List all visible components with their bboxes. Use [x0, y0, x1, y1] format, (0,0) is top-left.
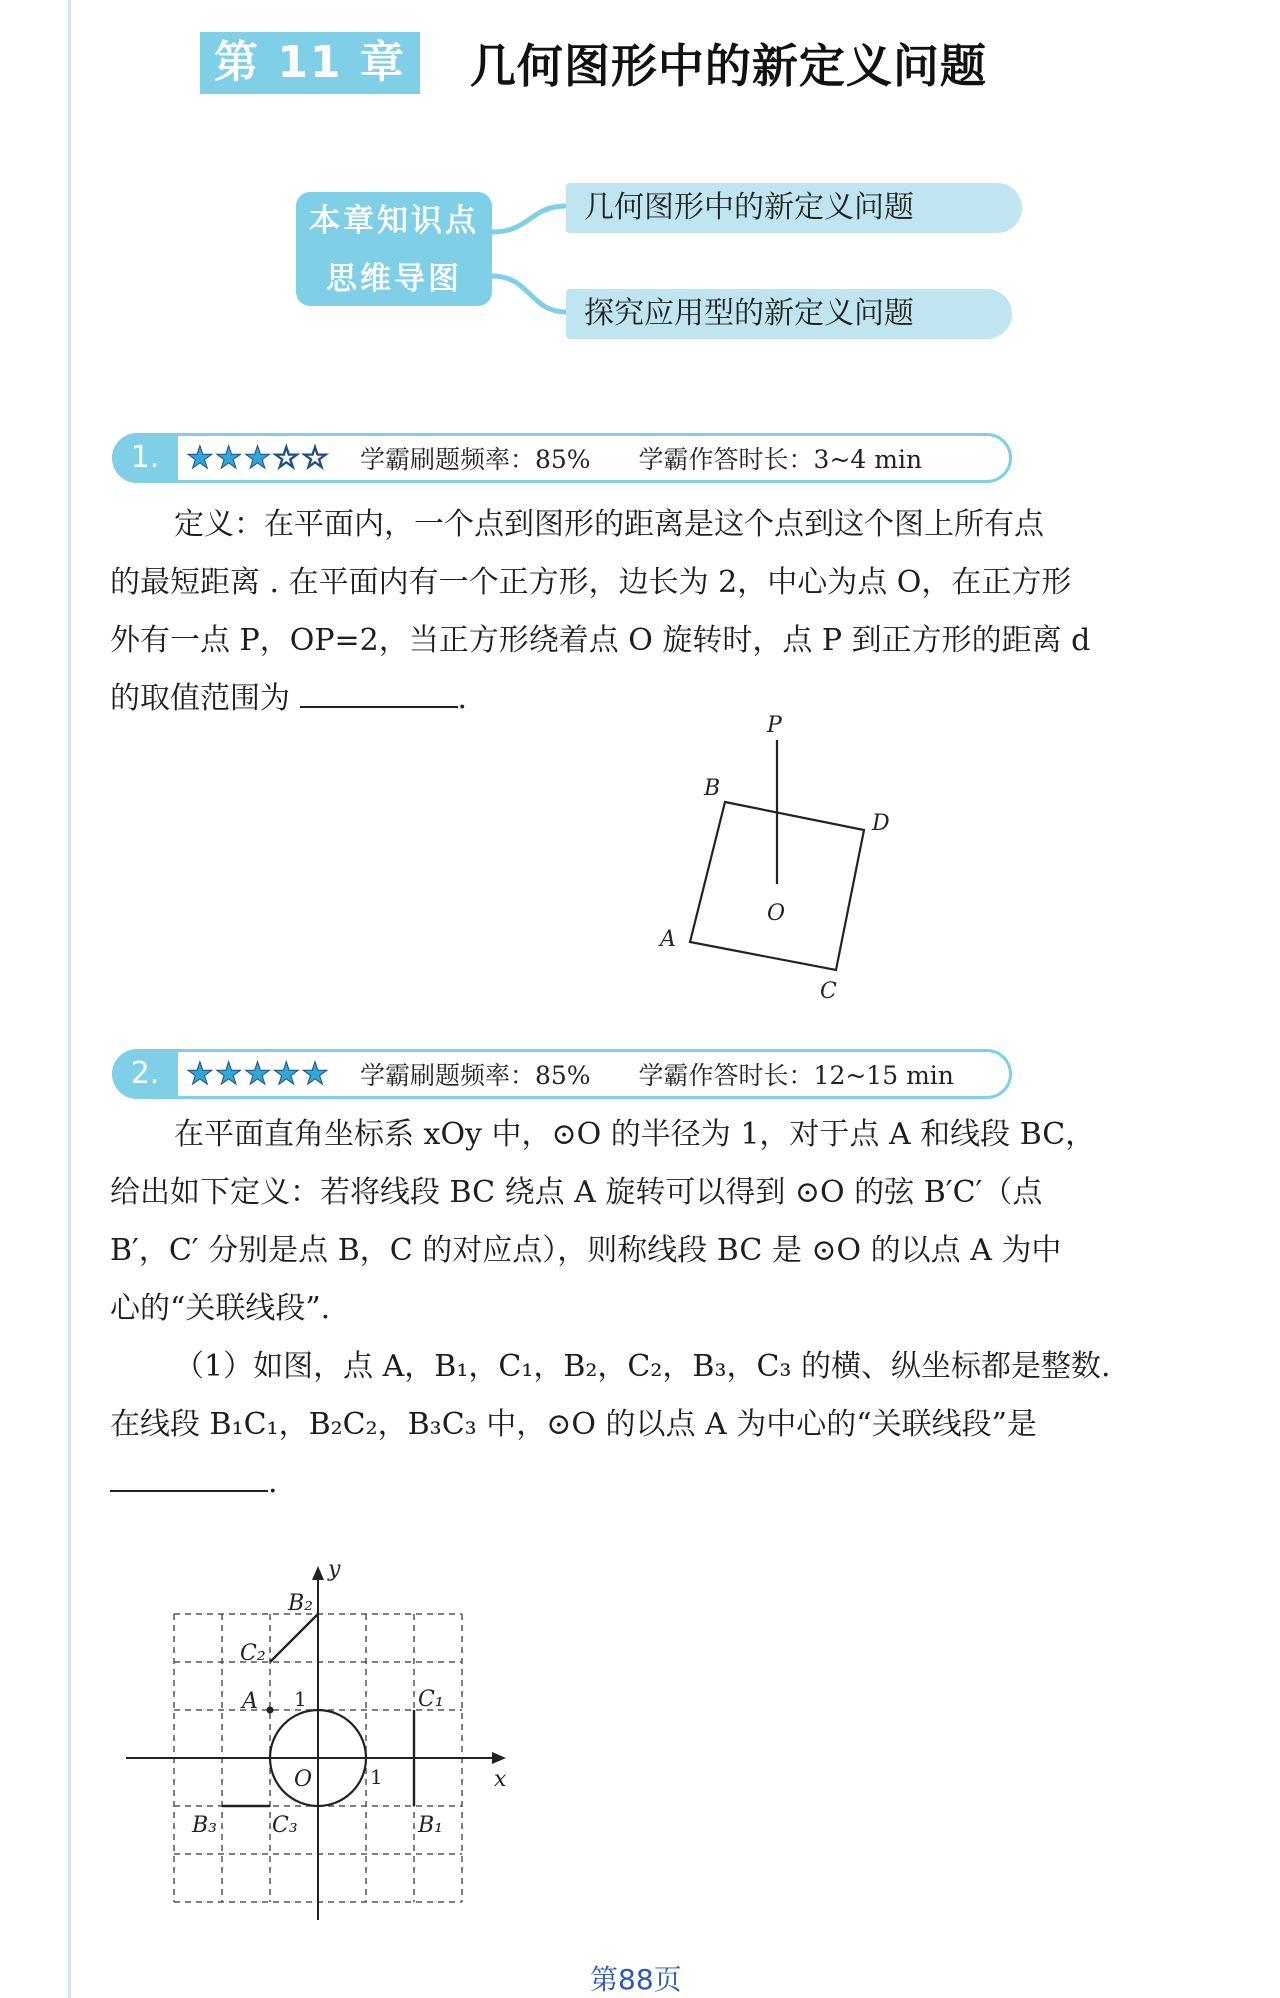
question-1-text [110, 496, 1150, 728]
segment-b2c2 [270, 1614, 318, 1662]
q1-line-4-text: 的取值范围为 [110, 681, 290, 716]
mindmap-branch-2: 探究应用型的新定义问题 [566, 289, 1012, 339]
question-2-frequency: 学霸刷题频率：85% [359, 1061, 591, 1090]
q2-sub1-line-1: （1）如图，点 A，B₁，C₁，B₂，C₂，B₃，C₃ 的横、纵坐标都是整数. [174, 1349, 1111, 1384]
label-c: C [820, 979, 837, 1004]
question-2-stars [186, 1056, 330, 1092]
q1-line-2: 的最短距离 . 在平面内有一个正方形，边长为 2，中心为点 O，在正方形 [110, 565, 1072, 600]
question-2-text [110, 1106, 1150, 1512]
q1-line-3: 外有一点 P，OP=2，当正方形绕着点 O 旋转时，点 P 到正方形的距离 d [110, 623, 1091, 658]
y-axis-arrow-icon [312, 1566, 324, 1580]
question-1-stars [186, 440, 330, 476]
chapter-title: 几何图形中的新定义问题 [469, 39, 987, 93]
label-b: B [704, 776, 721, 801]
label-d: D [872, 811, 890, 836]
label-c3: C₃ [272, 1813, 298, 1838]
label-p: P [767, 713, 782, 738]
label-y: y [328, 1557, 341, 1582]
page-number: 第88页 [590, 1963, 682, 1996]
q2-line-2: 给出如下定义：若将线段 BC 绕点 A 旋转可以得到 ⊙O 的弦 B′C′（点 [110, 1175, 1043, 1210]
q2-line-4: 心的“关联线段”. [110, 1291, 331, 1326]
question-2-number: 2. [112, 1052, 178, 1096]
q1-line-4: 的取值范围为 . [110, 670, 1150, 728]
label-a: A [660, 927, 676, 952]
mindmap-center-line1: 本章知识点 [309, 203, 479, 239]
q2-line-3: B′，C′ 分别是点 B，C 的对应点），则称线段 BC 是 ⊙O 的以点 A 为中 [110, 1233, 1062, 1268]
label-c1: C₁ [418, 1687, 444, 1712]
question-1-duration: 学霸作答时长：3~4 min [638, 445, 923, 474]
x-axis-arrow-icon [492, 1752, 506, 1764]
point-a [267, 1707, 274, 1714]
label-a: A [242, 1689, 258, 1714]
q2-sub1-line-2: 在线段 B₁C₁，B₂C₂，B₃C₃ 中，⊙O 的以点 A 为中心的“关联线段”是 [110, 1407, 1037, 1442]
question-2-duration: 学霸作答时长：12~15 min [638, 1061, 954, 1090]
question-1-number: 1. [112, 436, 178, 480]
answer-blank-1[interactable] [300, 676, 458, 708]
answer-blank-2[interactable] [110, 1460, 268, 1492]
label-c2: C₂ [240, 1641, 266, 1666]
star-empty-icon: ☆☆ [272, 440, 330, 476]
figure-rotated-square [640, 700, 900, 1010]
label-x: x [494, 1767, 507, 1792]
chapter-tag: 第 11 章 [200, 32, 420, 94]
label-b2: B₂ [288, 1591, 313, 1616]
label-b1: B₁ [418, 1813, 443, 1838]
q2-line-1: 在平面直角坐标系 xOy 中，⊙O 的半径为 1，对于点 A 和线段 BC， [174, 1117, 1096, 1152]
mindmap-branch-1: 几何图形中的新定义问题 [566, 183, 1022, 233]
question-2-bar [112, 1049, 1012, 1099]
label-o: O [767, 901, 786, 926]
question-1-frequency: 学霸刷题频率：85% [359, 445, 591, 474]
label-one-x: 1 [370, 1765, 383, 1789]
figure-coordinate-grid [110, 1550, 530, 1930]
star-filled-icon: ★★★★★ [186, 1056, 330, 1092]
label-b3: B₃ [192, 1813, 217, 1838]
q1-line-1: 定义：在平面内，一个点到图形的距离是这个点到这个图上所有点 [174, 507, 1044, 542]
label-origin: O [294, 1767, 313, 1792]
q2-sub1-line-3: . [110, 1454, 1150, 1512]
chapter-header [200, 30, 987, 96]
page-edge-line [68, 0, 71, 1998]
star-filled-icon: ★★★ [186, 440, 273, 476]
label-one-y: 1 [294, 1687, 307, 1711]
mindmap-center-line2: 思维导图 [326, 261, 462, 297]
question-1-bar [112, 433, 1012, 483]
mindmap-center [296, 192, 492, 306]
